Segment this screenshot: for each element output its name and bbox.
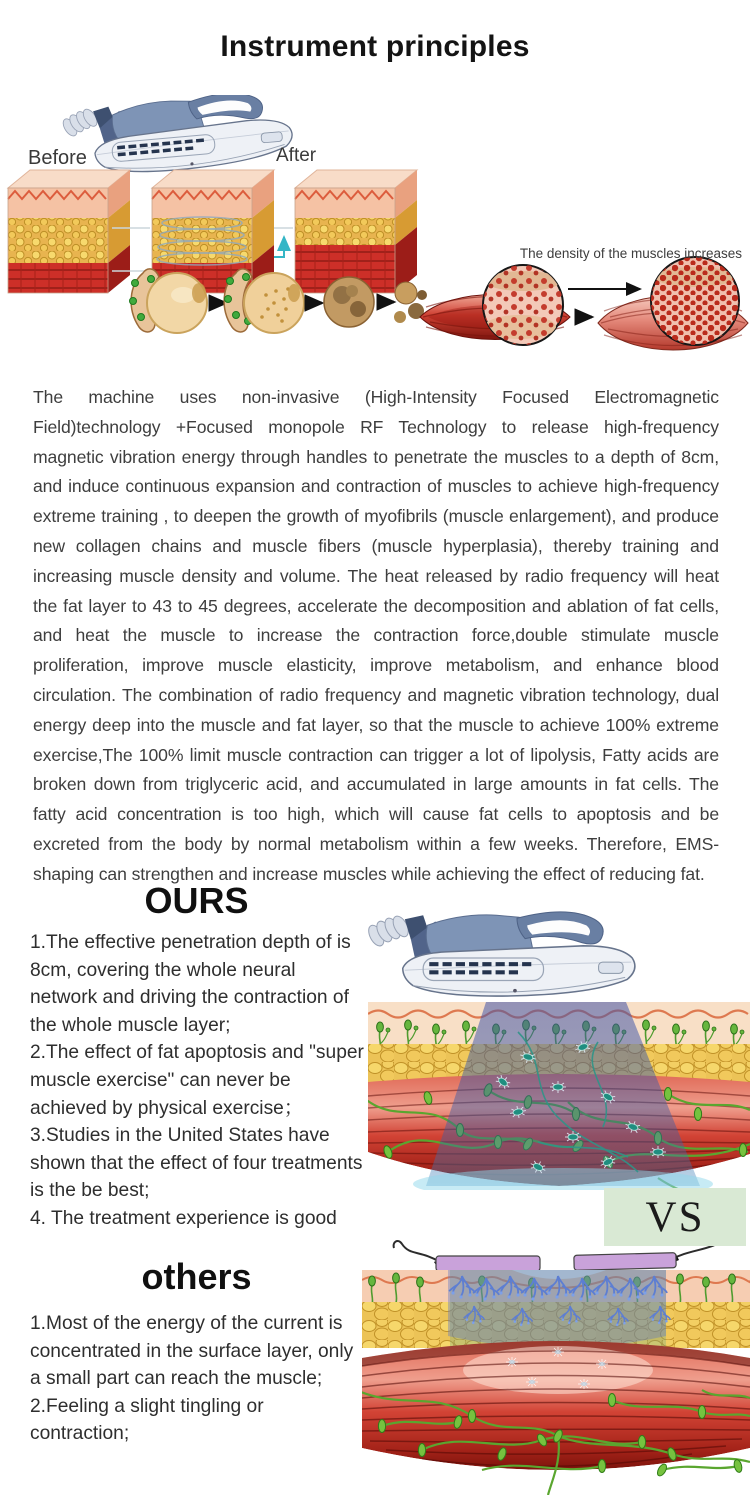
ours-claim-1: 1.The effective penetration depth of is 8cm, covering the whole neural network and driving the contraction of the whole muscle layer;	[30, 932, 351, 1036]
fat-cell-stage-1	[130, 269, 208, 333]
others-claim-2: 2.Feeling a slight tingling or contraction;	[30, 1395, 264, 1445]
description-paragraph: The machine uses non-invasive (High-Intensity Focused Electromagnetic Field)technology +Focused monopole RF Technology to release high-frequency magnetic vibration energy through handles to penetrate the muscles to a depth of 8cm, and induce continuous expansion and contraction of muscles to achieve high-frequency extreme training , to deepen the growth of myofibrils (muscle enlargement), and produce new collagen chains and muscle fibers (muscle hyperplasia), thereby training and increasing muscle density and volume. The heat released by radio frequency will heat the fat layer to 43 to 45 degrees, accelerate the decomposition and ablation of fat cells, and heat the muscle to increase the contraction force,double stimulate muscle proliferation, improve muscle elasticity, improve metabolism, and enhance blood circulation. The combination of radio frequency and magnetic vibration technology, dual energy deep into the muscle and fat layer, so that the muscle to achieve 100% extreme exercise,The 100% limit muscle contraction can trigger a lot of lipolysis, Fatty acids are broken down from triglyceric acid, and accumulated in large amounts in fat cells. The fatty acid concentration is too high, which will cause fat cells to apoptosis and be excreted from the body by normal metabolism within a few weeks. Therefore, EMS-shaping can strengthen and increase muscles while achieving the effect of reducing fat.	[33, 387, 719, 884]
deep-penetration-tissue-illustration	[368, 1002, 750, 1190]
vs-badge: VS	[604, 1188, 746, 1246]
others-claims-list	[30, 1310, 364, 1448]
skin-cube-after	[295, 170, 417, 293]
density-caption: The density of the muscles increases	[519, 246, 742, 261]
surface-current-tissue-illustration	[362, 1240, 750, 1495]
skin-cube-before	[8, 170, 130, 293]
before-label: Before	[28, 147, 87, 169]
ours-claim-4: 4. The treatment experience is good	[30, 1207, 337, 1229]
ours-claims-list	[30, 929, 364, 1233]
ours-heading: OURS	[144, 880, 249, 921]
fat-cell-stage-2	[224, 269, 304, 333]
left-electrode-wire	[394, 1241, 440, 1262]
ours-claim-3: 3.Studies in the United States have shown that the effect of four treatments is the be best;	[30, 1125, 363, 1202]
muscle-density-circle-before	[483, 265, 563, 345]
others-heading: others	[141, 1256, 252, 1297]
after-label: After	[276, 145, 317, 166]
page-title: Instrument principles	[220, 30, 530, 63]
fat-cell-stage-3	[324, 277, 374, 327]
density-arrow-teal	[274, 237, 284, 257]
handpiece-device-icon	[59, 95, 294, 180]
right-electrode-pad	[574, 1253, 676, 1271]
left-electrode-pad	[436, 1256, 540, 1271]
ours-claim-2: 2.The effect of fat apoptosis and "super muscle exercise" can never be achieved by physical exercise；	[30, 1042, 364, 1119]
principles-diagram-illustration	[0, 95, 750, 367]
handpiece-device-large-icon	[358, 905, 638, 1005]
others-claim-1: 1.Most of the energy of the current is concentrated in the surface layer, only a small part can reach the muscle;	[30, 1313, 354, 1390]
